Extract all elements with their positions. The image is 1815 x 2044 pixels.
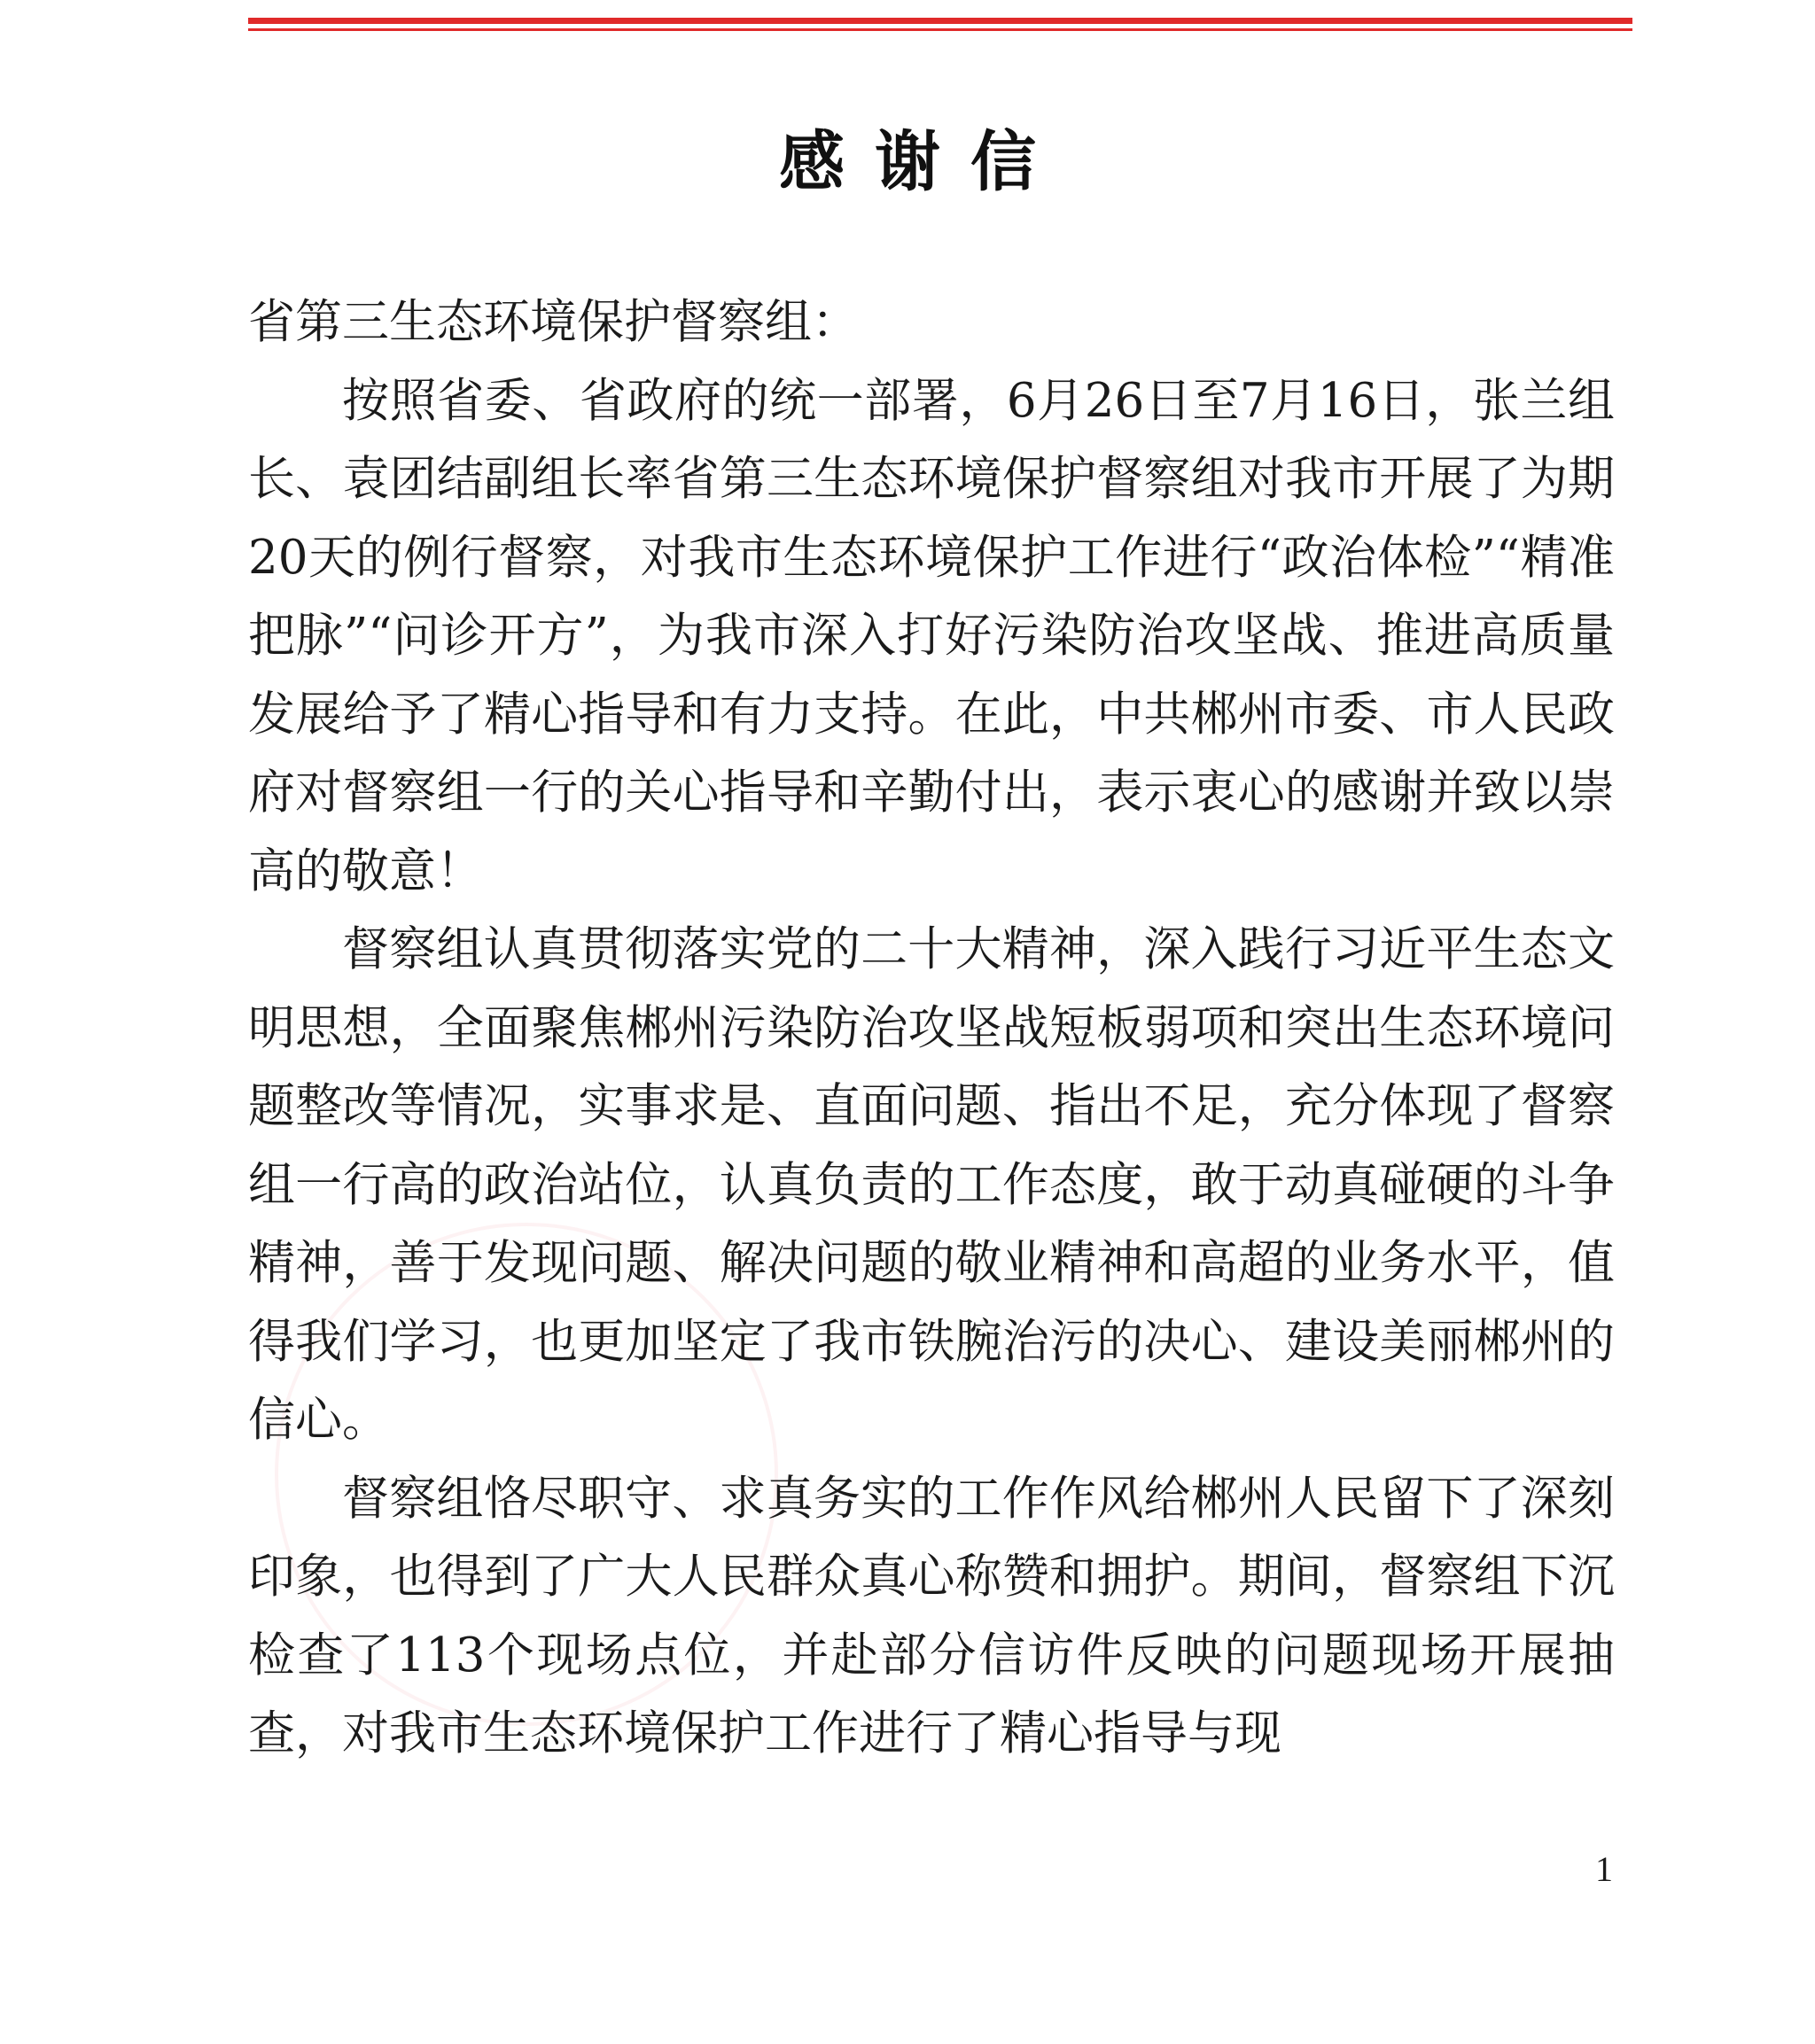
paragraph-3: 督察组恪尽职守、求真务实的工作作风给郴州人民留下了深刻印象，也得到了广大人民群众真心称赞和拥护。期间，督察组下沉检查了113个现场点位，并赴部分信访件反映的问题现场开展抽查，对我市生态环境保护工作进行了精心指导与现 (248, 1471, 1615, 1760)
letter-title: 感谢信 (779, 124, 1066, 200)
red-header-rule (248, 18, 1632, 24)
salutation: 省第三生态环境保护督察组： (248, 295, 859, 349)
letter-body (248, 284, 1615, 1774)
page-number: 1 (1595, 1849, 1613, 1889)
paragraph-2: 督察组认真贯彻落实党的二十大精神，深入践行习近平生态文明思想，全面聚焦郴州污染防治攻坚战短板弱项和突出生态环境问题整改等情况，实事求是、直面问题、指出不足，充分体现了督察组一行高的政治站位，认真负责的工作态度，敢于动真碰硬的斗争精神，善于发现问题、解决问题的敬业精神和高超的业务水平，值得我们学习，也更加坚定了我市铁腕治污的决心、建设美丽郴州的信心。 (248, 922, 1615, 1447)
red-header-rule-thin (248, 28, 1632, 31)
paragraph-1: 按照省委、省政府的统一部署，6月26日至7月16日，张兰组长、袁团结副组长率省第三生态环境保护督察组对我市开展了为期20天的例行督察，对我市生态环境保护工作进行“政治体检”“精准把脉”“问诊开方”，为我市深入打好污染防治攻坚战、推进高质量发展给予了精心指导和有力支持。在此，中共郴州市委、市人民政府对督察组一行的关心指导和辛勤付出，表示衷心的感谢并致以崇高的敬意！ (248, 373, 1615, 898)
